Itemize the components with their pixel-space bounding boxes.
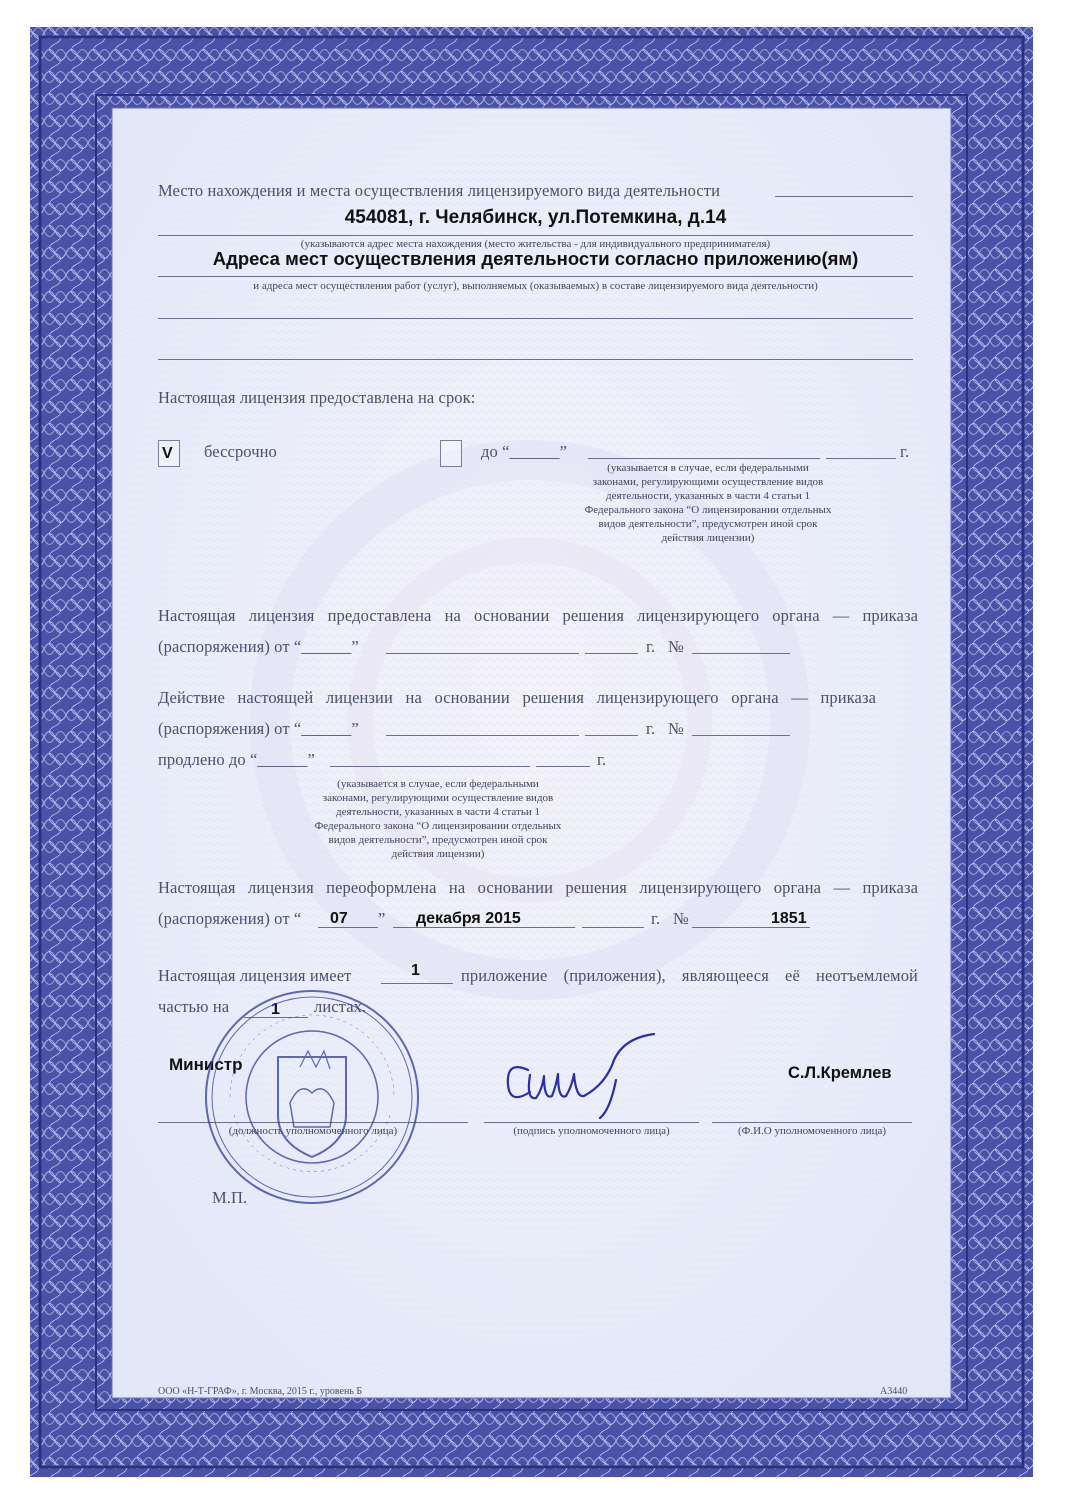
reissue-day: 07	[330, 910, 348, 927]
basis-year-line	[585, 653, 638, 654]
appendix-text-after: приложение (приложения), являющееся её неотъемлемой	[461, 966, 918, 985]
reissue-line-1: Настоящая лицензия переоформлена на основании решения лицензирующего органа — приказа	[158, 878, 918, 897]
signature-line	[484, 1122, 699, 1123]
blank-line-1	[158, 318, 913, 319]
extension-until-date-line	[330, 766, 530, 767]
extension-note-line: (указывается в случае, если федеральными	[337, 778, 539, 790]
checkbox-mark: V	[162, 445, 173, 462]
appendix-sheets: 1	[271, 1001, 280, 1018]
location-heading-line	[775, 196, 913, 197]
extension-line-3-suffix: г.	[597, 750, 607, 769]
signature-caption: (подпись уполномоченного лица)	[513, 1125, 670, 1137]
reissue-line-2-prefix: (распоряжения) от “	[158, 909, 302, 928]
until-note-line: деятельности, указанных в части 4 статьи 1	[606, 490, 810, 502]
basis-number-sign: №	[668, 637, 684, 656]
appendix-line-2-suffix: листах.	[314, 997, 367, 1016]
reissue-number-line	[692, 927, 810, 928]
reissue-number: 1851	[771, 910, 807, 927]
basis-number-line	[692, 653, 790, 654]
name-line	[712, 1122, 912, 1123]
location-heading: Место нахождения и места осуществления лицензируемого вида деятельности	[158, 181, 721, 200]
position-value: Министр	[169, 1055, 243, 1074]
reissue-date-line	[393, 927, 575, 928]
address-line	[158, 235, 913, 236]
printer-info: ООО «Н-Т-ГРАФ», г. Москва, 2015 г., уровень Б	[158, 1386, 363, 1397]
unlimited-checkbox	[158, 440, 180, 467]
address-value: 454081, г. Челябинск, ул.Потемкина, д.14	[344, 207, 727, 228]
until-note-line: (указывается в случае, если федеральными	[607, 462, 809, 474]
activity-addresses-value: Адреса мест осуществления деятельности согласно приложению(ям)	[212, 248, 859, 269]
basis-line-1: Настоящая лицензия предоставлена на основании решения лицензирующего органа — приказа	[158, 606, 918, 625]
extension-note-line: видов деятельности”, предусмотрен иной срок	[328, 834, 548, 846]
signer-name: С.Л.Кремлев	[788, 1064, 892, 1082]
appendix-line-2-prefix: частью на	[158, 997, 230, 1016]
stamp-label: М.П.	[212, 1188, 248, 1207]
extension-line-1: Действие настоящей лицензии на основании решения лицензирующего органа — приказа	[158, 688, 876, 707]
unlimited-label: бессрочно	[204, 442, 277, 461]
extension-year-suffix: г.	[646, 719, 656, 738]
position-caption: (должность уполномоченного лица)	[228, 1125, 398, 1137]
reissue-quote-close: ”	[378, 909, 386, 928]
until-note-line: законами, регулирующими осуществление видов	[592, 476, 824, 488]
appendix-count: 1	[411, 962, 420, 979]
reissue-number-sign: №	[673, 909, 689, 928]
basis-date-line	[386, 653, 579, 654]
name-caption: (Ф.И.О уполномоченного лица)	[737, 1125, 887, 1137]
appendix-count-line	[381, 983, 453, 984]
until-note-line: действия лицензии)	[661, 532, 755, 544]
basis-year-suffix: г.	[646, 637, 656, 656]
until-label: до “______”	[481, 442, 568, 461]
until-note-line: Федерального закона “О лицензировании отдельных	[584, 504, 832, 516]
extension-note-line: законами, регулирующими осуществление видов	[322, 792, 554, 804]
reissue-month-year: декабря 2015	[416, 910, 521, 927]
official-stamp-icon	[200, 985, 425, 1210]
until-year-line	[826, 458, 896, 459]
until-note-line: видов деятельности”, предусмотрен иной срок	[598, 518, 818, 530]
blank-line-2	[158, 359, 913, 360]
extension-line-3-prefix: продлено до “______”	[158, 750, 315, 769]
basis-line-2-prefix: (распоряжения) от “______”	[158, 637, 359, 656]
until-checkbox	[440, 440, 462, 467]
extension-number-sign: №	[668, 719, 684, 738]
extension-note-line: деятельности, указанных в части 4 статьи 1	[336, 806, 540, 818]
reissue-year-line	[582, 927, 644, 928]
reissue-day-line	[318, 927, 378, 928]
extension-until-year-line	[536, 766, 590, 767]
extension-number-line	[692, 735, 790, 736]
activity-caption: и адреса мест осуществления работ (услуг), выполняемых (оказываемых) в составе лицензируемого вида деятельности)	[253, 280, 818, 292]
reissue-year-suffix: г.	[651, 909, 661, 928]
activity-addresses-line	[158, 276, 913, 277]
extension-note-line: действия лицензии)	[391, 848, 485, 860]
appendix-text-before: Настоящая лицензия имеет	[158, 966, 352, 985]
extension-date-line	[386, 735, 579, 736]
extension-note	[268, 777, 608, 861]
term-heading: Настоящая лицензия предоставлена на срок:	[158, 388, 476, 407]
handwritten-signature-icon	[496, 1030, 676, 1120]
extension-year-line	[585, 735, 638, 736]
until-date-line	[588, 458, 820, 459]
extension-note-line: Федерального закона “О лицензировании отдельных	[314, 820, 562, 832]
until-note	[538, 461, 878, 545]
address-caption: (указываются адрес места нахождения (место жительства - для индивидуального предпринимателя)	[300, 238, 771, 250]
extension-line-2-prefix: (распоряжения) от “______”	[158, 719, 359, 738]
until-year-suffix: г.	[900, 442, 910, 461]
form-code: А3440	[880, 1386, 908, 1397]
